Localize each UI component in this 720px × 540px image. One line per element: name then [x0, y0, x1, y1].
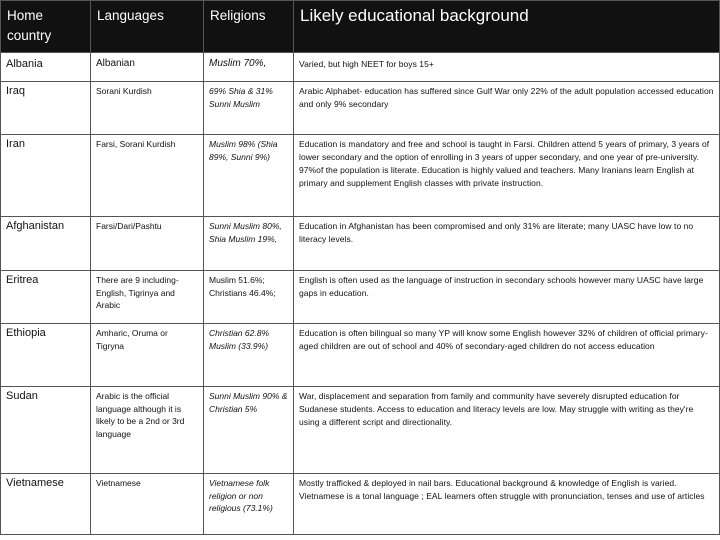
- education-cell: Arabic Alphabet- education has suffered since Gulf War only 22% of the adult population accessed education and only 9% secondary: [294, 82, 720, 135]
- country-cell: Iran: [1, 135, 91, 217]
- table-row: [1, 387, 720, 474]
- languages-cell: Arabic is the official language although it is likely to be a 2nd or 3rd language: [91, 387, 204, 474]
- header-languages: Languages: [91, 1, 204, 53]
- header-row: [1, 1, 720, 53]
- languages-cell: Farsi, Sorani Kurdish: [91, 135, 204, 217]
- religions-cell: Vietnamese folk religion or non religious (73.1%): [204, 474, 294, 535]
- religions-cell: Muslim 98% (Shia 89%, Sunni 9%): [204, 135, 294, 217]
- table-row: [1, 135, 720, 217]
- education-cell: War, displacement and separation from family and community have severely disrupted education for Sudanese students. Access to education and literacy levels are low. May struggle with writing as they're using a different script and directionality.: [294, 387, 720, 474]
- religions-cell: Sunni Muslim 80%, Shia Muslim 19%,: [204, 217, 294, 271]
- country-cell: Albania: [1, 53, 91, 82]
- table-row: [1, 271, 720, 324]
- table-row: [1, 324, 720, 387]
- languages-cell: Sorani Kurdish: [91, 82, 204, 135]
- religions-cell: Christian 62.8% Muslim (33.9%): [204, 324, 294, 387]
- education-cell: Education is mandatory and free and school is taught in Farsi. Children attend 5 years of primary, 3 years of lower secondary and the option of enrolling in 3 years of upper secondary, and one year of pre-university. 97%of the population is literate. Education is highly valued and teachers. Many Iranians learn English at primary and supplement English classes with private instruction.: [294, 135, 720, 217]
- header-educational-background: Likely educational background: [294, 1, 720, 53]
- country-cell: Eritrea: [1, 271, 91, 324]
- religions-cell: Sunni Muslim 90% & Christian 5%: [204, 387, 294, 474]
- header-religions: Religions: [204, 1, 294, 53]
- languages-cell: There are 9 including- English, Tigrinya and Arabic: [91, 271, 204, 324]
- languages-cell: Vietnamese: [91, 474, 204, 535]
- languages-cell: Farsi/Dari/Pashtu: [91, 217, 204, 271]
- education-cell: Varied, but high NEET for boys 15+: [294, 53, 720, 82]
- languages-cell: Amharic, Oruma or Tigryna: [91, 324, 204, 387]
- education-cell: Education is often bilingual so many YP will know some English however 32% of children of official primary- aged children are out of school and 40% of secondary-aged children do not access education: [294, 324, 720, 387]
- education-cell: English is often used as the language of instruction in secondary schools however many UASC have large gaps in education.: [294, 271, 720, 324]
- country-cell: Iraq: [1, 82, 91, 135]
- table-row: [1, 474, 720, 535]
- religions-cell: 69% Shia & 31% Sunni Muslim: [204, 82, 294, 135]
- header-home-country: Home country: [1, 1, 91, 53]
- country-cell: Afghanistan: [1, 217, 91, 271]
- country-cell: Ethiopia: [1, 324, 91, 387]
- table-row: [1, 217, 720, 271]
- table-row: [1, 82, 720, 135]
- country-cell: Vietnamese: [1, 474, 91, 535]
- religions-cell: Muslim 70%,: [204, 53, 294, 82]
- education-cell: Education in Afghanistan has been compromised and only 31% are literate; many UASC have low to no literacy levels.: [294, 217, 720, 271]
- languages-cell: Albanian: [91, 53, 204, 82]
- religions-cell: Muslim 51.6%; Christians 46.4%;: [204, 271, 294, 324]
- table-row: [1, 53, 720, 82]
- education-cell: Mostly trafficked & deployed in nail bars. Educational background & knowledge of English is varied. Vietnamese is a tonal language ; EAL learners often struggle with pronunciation, tenses and use of articles: [294, 474, 720, 535]
- country-cell: Sudan: [1, 387, 91, 474]
